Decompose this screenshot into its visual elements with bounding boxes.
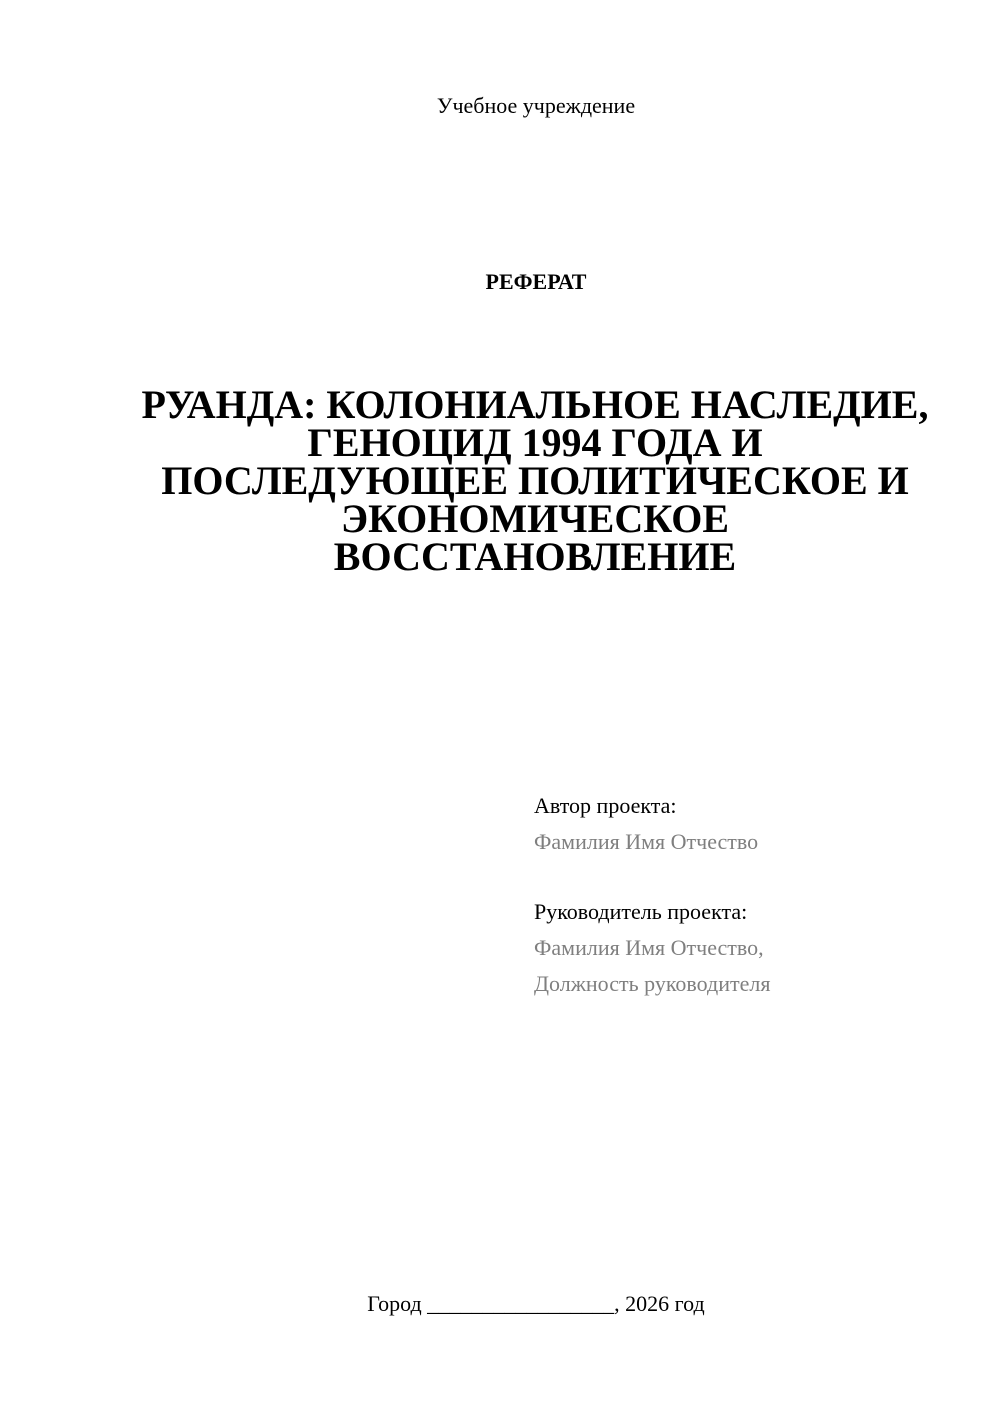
author-name: Фамилия Имя Отчество [534, 829, 759, 854]
supervisor-label: Руководитель проекта: [534, 899, 748, 924]
title-line: ГЕНОЦИД 1994 ГОДА И [307, 420, 763, 465]
credits-spacer [534, 860, 974, 894]
document-title [130, 382, 940, 579]
credits-block [534, 788, 974, 1002]
author-label: Автор проекта: [534, 793, 677, 818]
supervisor-position: Должность руководителя [534, 971, 771, 996]
title-line: ВОССТАНОВЛЕНИЕ [333, 534, 737, 579]
city-year-line: Город _________________, 2026 год [367, 1291, 705, 1316]
title-line: РУАНДА: КОЛОНИАЛЬНОЕ НАСЛЕДИЕ, [141, 382, 929, 427]
institution-name: Учебное учреждение [436, 93, 636, 118]
document-type-label: РЕФЕРАТ [485, 269, 587, 294]
title-line: ПОСЛЕДУЮЩЕЕ ПОЛИТИЧЕСКОЕ И [161, 458, 909, 503]
title-line: ЭКОНОМИЧЕСКОЕ [340, 496, 730, 541]
supervisor-name: Фамилия Имя Отчество, [534, 935, 764, 960]
